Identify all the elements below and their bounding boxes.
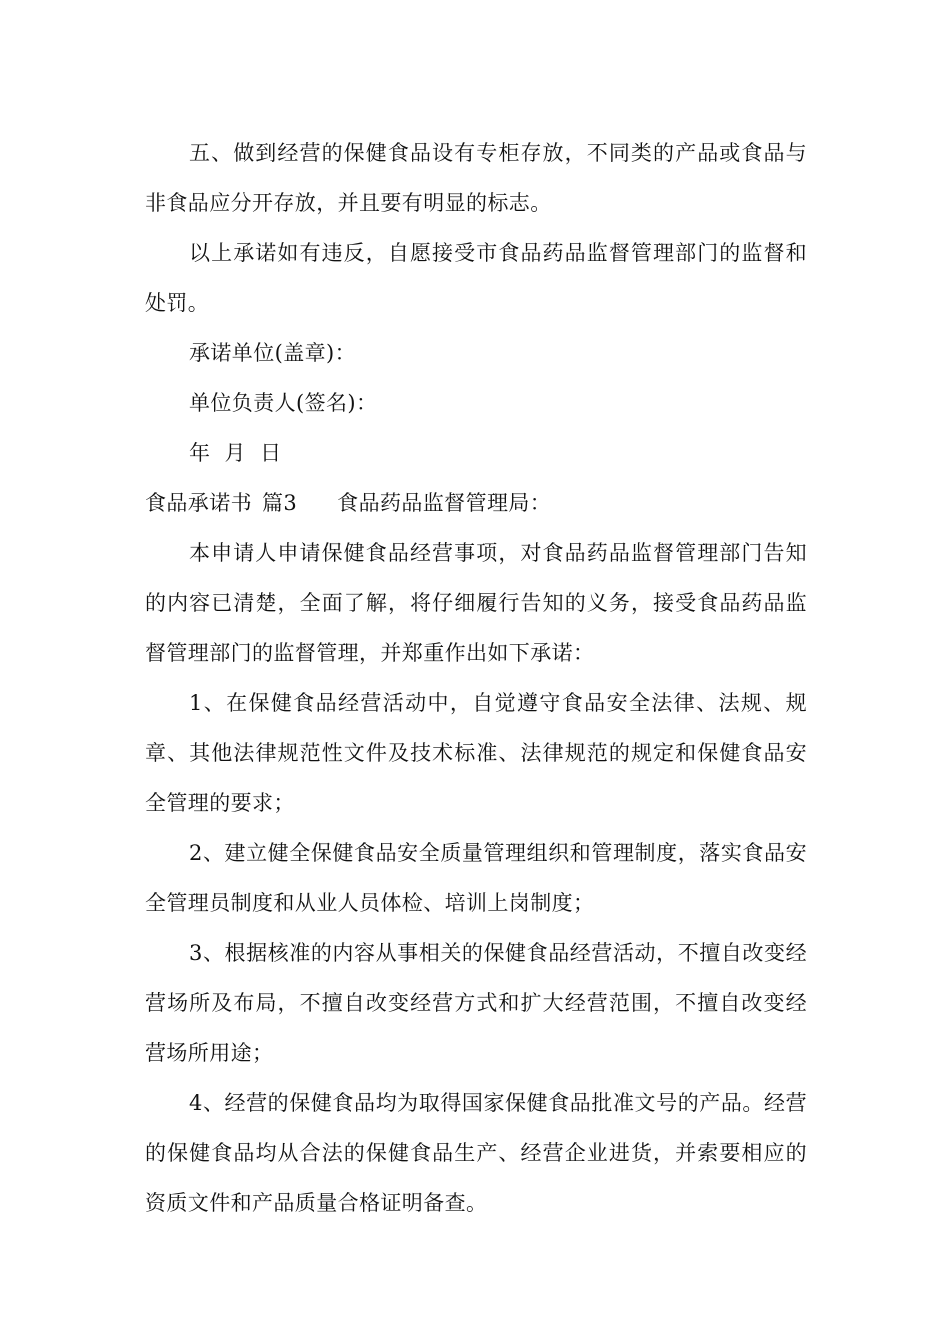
paragraph-commitment-4: 4、经营的保健食品均为取得国家保健食品批准文号的产品。经营的保健食品均从合法的保健食品生产、经营企业进货，并索要相应的资质文件和产品质量合格证明备查。: [145, 1091, 807, 1215]
addressee: 食品药品监督管理局：: [337, 491, 552, 515]
signature-unit-line: 承诺单位(盖章)：: [189, 341, 356, 365]
paragraph-commitment-2: 2、建立健全保健食品安全质量管理组织和管理制度，落实食品安全管理员制度和从业人员体检、培训上岗制度；: [145, 841, 807, 915]
section-part: 篇3: [262, 491, 298, 515]
section-heading: [145, 478, 807, 528]
paragraph-commitment-3: 3、根据核准的内容从事相关的保健食品经营活动，不擅自改变经营场所及布局，不擅自改变经营方式和扩大经营范围，不擅自改变经营场所用途；: [145, 941, 807, 1065]
section-title: 食品承诺书: [145, 491, 252, 515]
paragraph-item-five: 五、做到经营的保健食品设有专柜存放，不同类的产品或食品与非食品应分开存放，并且要有明显的标志。: [145, 141, 807, 215]
document-body: [145, 128, 807, 1228]
paragraph-violation-statement: 以上承诺如有违反，自愿接受市食品药品监督管理部门的监督和处罚。: [145, 241, 807, 315]
signature-person-line: 单位负责人(签名)：: [189, 391, 378, 415]
paragraph-application-intro: 本申请人申请保健食品经营事项，对食品药品监督管理部门告知的内容已清楚，全面了解，将仔细履行告知的义务，接受食品药品监督管理部门的监督管理，并郑重作出如下承诺：: [145, 541, 807, 665]
paragraph-commitment-1: 1、在保健食品经营活动中，自觉遵守食品安全法律、法规、规章、其他法律规范性文件及技术标准、法律规范的规定和保健食品安全管理的要求；: [145, 691, 807, 815]
date-line: 年 月 日: [189, 441, 282, 465]
